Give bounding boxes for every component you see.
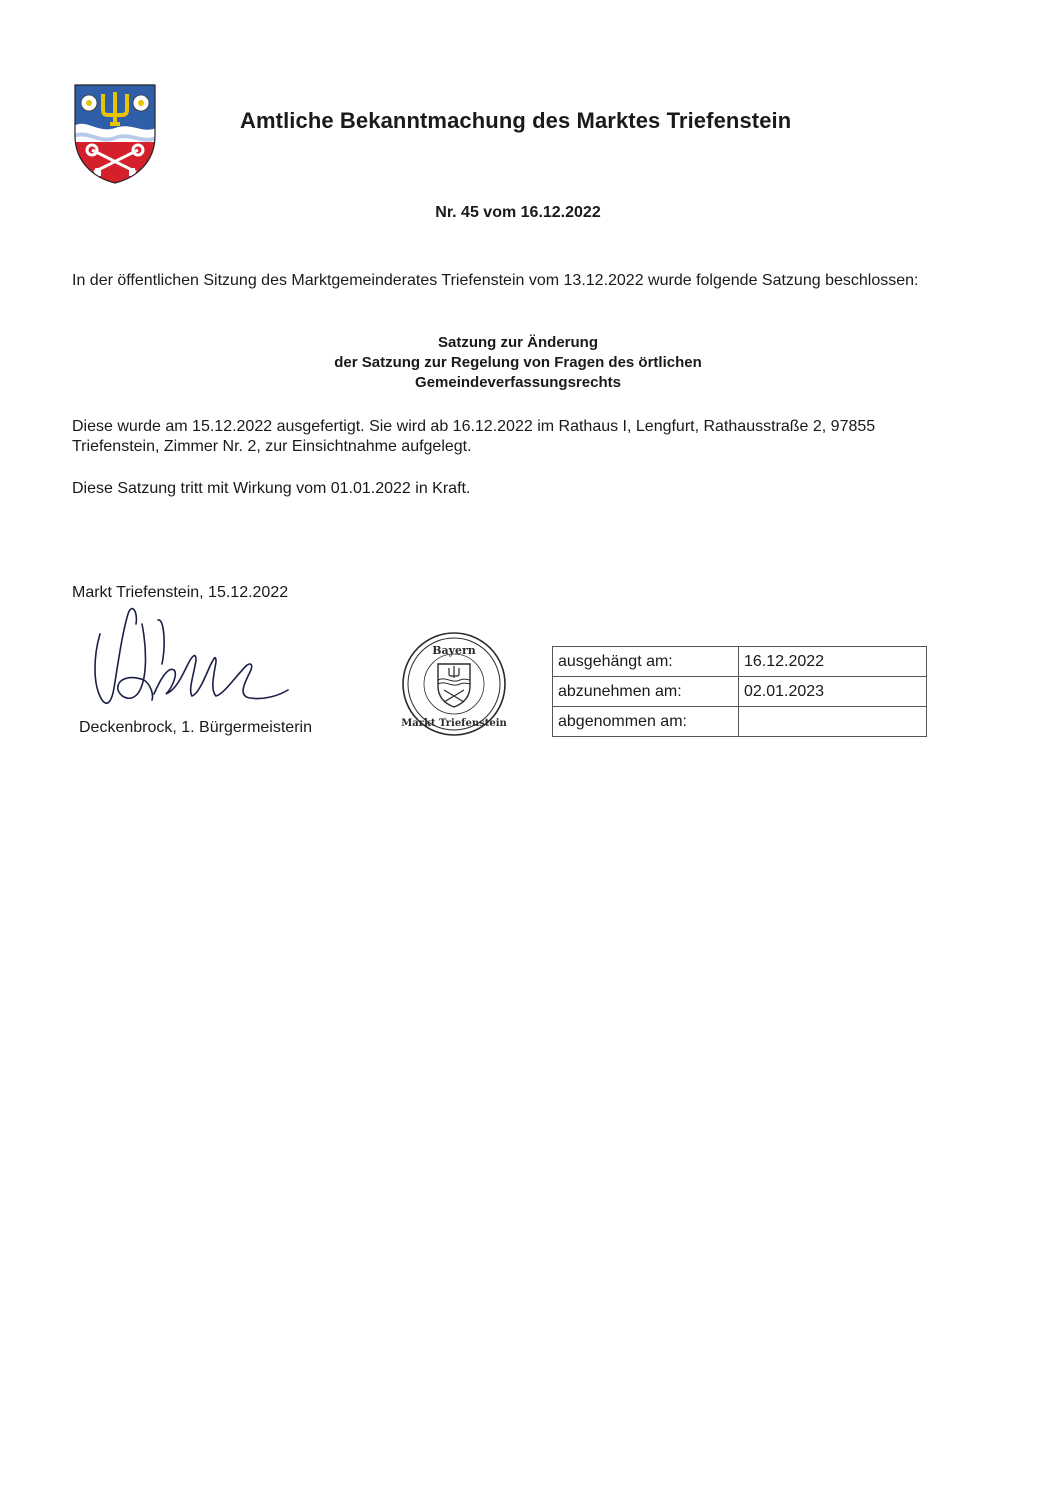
official-seal-stamp (400, 630, 508, 738)
announcement-number: Nr. 45 vom 16.12.2022 (435, 204, 601, 221)
page-title: Amtliche Bekanntmachung des Marktes Triefenstein (240, 108, 792, 133)
table-row (553, 647, 927, 677)
satzung-heading-line: Satzung zur Änderung (438, 334, 598, 351)
table-row (553, 707, 927, 737)
posting-table (552, 646, 927, 737)
posting-label: abzunehmen am: (553, 677, 739, 707)
satzung-heading-line: Gemeindeverfassungsrechts (415, 374, 621, 391)
intro-paragraph: In der öffentlichen Sitzung des Marktgemeinderates Triefenstein vom 13.12.2022 wurde folgende Satzung beschlossen: (72, 272, 919, 289)
satzung-heading (0, 333, 1036, 393)
seal-bottom-text: Markt Triefenstein (401, 718, 507, 729)
posting-label: abgenommen am: (553, 707, 739, 737)
effective-date-paragraph: Diese Satzung tritt mit Wirkung vom 01.01.2022 in Kraft. (72, 480, 471, 497)
table-row (553, 677, 927, 707)
posting-label: ausgehängt am: (553, 647, 739, 677)
seal-top-text: Bayern (432, 644, 476, 657)
signer-name: Deckenbrock, 1. Bürgermeisterin (79, 719, 312, 736)
posting-value (739, 707, 927, 737)
publication-paragraph: Diese wurde am 15.12.2022 ausgefertigt. Sie wird ab 16.12.2022 im Rathaus I, Lengfurt, Rathausstraße 2, 97855 Triefenstein, Zimmer Nr. 2, zur Einsichtnahme aufgelegt. (72, 418, 876, 455)
place-date: Markt Triefenstein, 15.12.2022 (72, 584, 289, 601)
handwritten-signature (88, 604, 298, 714)
satzung-heading-line: der Satzung zur Regelung von Fragen des örtlichen (334, 354, 702, 371)
posting-value: 02.01.2023 (739, 677, 927, 707)
posting-value: 16.12.2022 (739, 647, 927, 677)
coat-of-arms-logo (74, 84, 156, 184)
